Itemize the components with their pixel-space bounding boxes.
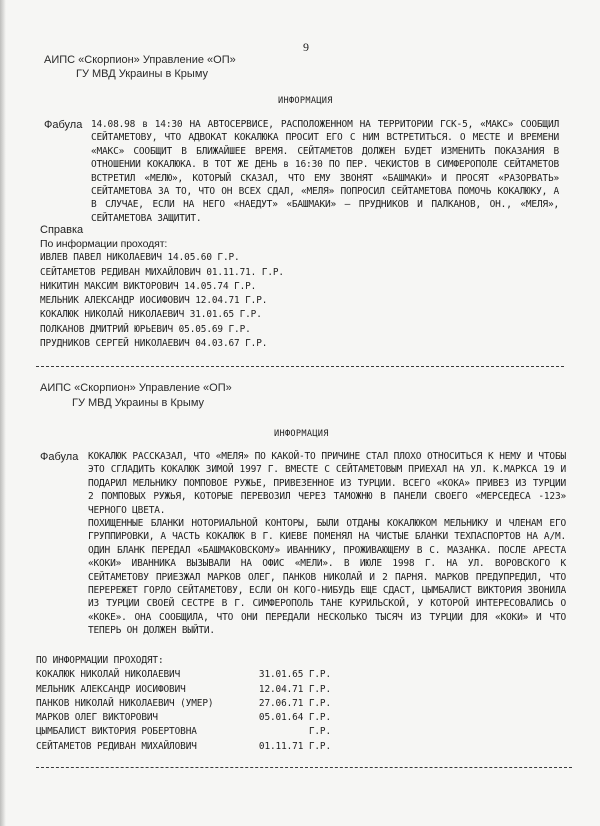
separator-line (36, 767, 572, 768)
person-birthdate: 01.11.71 Г.Р. (258, 740, 331, 752)
table-row (36, 740, 331, 754)
org-header-line2: ГУ МВД Украины в Крыму (72, 397, 205, 409)
fabula-text (88, 450, 566, 638)
table-row (36, 668, 331, 682)
section-title: ИНФОРМАЦИЯ (278, 96, 333, 106)
table-row (36, 697, 331, 711)
person-birthdate: 27.06.71 Г.Р. (258, 697, 331, 709)
list-item: МЕЛЬНИК АЛЕКСАНДР ИОСИФОВИЧ 12.04.71 Г.Р. (40, 295, 268, 307)
table-row (36, 711, 331, 725)
person-name: КОКАЛЮК НИКОЛАЙ НИКОЛАЕВИЧ (36, 669, 181, 681)
list-item: ПОЛКАНОВ ДМИТРИЙ ЮРЬЕВИЧ 05.05.69 Г.Р. (40, 323, 251, 335)
org-header-line2: ГУ МВД Украины в Крыму (76, 68, 209, 80)
person-birthdate: 12.04.71 Г.Р. (258, 683, 331, 695)
fabula-paragraph: ПОХИЩЕННЫЕ БЛАНКИ НОТОРИАЛЬНОЙ КОНТОРЫ, БЫЛИ ОТДАНЫ КОКАЛЮКОМ МЕЛЬНИКУ И ЧЛЕНАМ ЕГО ГРУППИРОВКИ, А ЧАСТЬ КОКАЛЮК В Г. КИЕВЕ ПОМЕНЯЛ НА ЧИСТЫЕ БЛАНКИ ТЕХПАСПОРТОВ НА А/М. ОДИН БЛАНК ПЕРЕДАЛ «БАШМАКОВСКОМУ» ИВАННИКУ, ПРОЖИВАЮЩЕМУ В С. МАЗАНКА. ПОСЛЕ АРЕСТА «КОКИ» ИВАННИКА ВЫЗЫВАЛИ НА ОФИС «МЕЛИ». В ИЮЛЕ 1998 Г. НА УЛ. ВОРОВСКОГО К СЕЙТАМЕТОВУ ПРИЕЗЖАЛ МАРКОВ ОЛЕГ, ПАНКОВ НИКОЛАЙ И 2 ПАРНЯ. МАРКОВ ПРЕДУПРЕДИЛ, ЧТО ПЕРЕРЕЖЕТ ГОРЛО СЕЙТАМЕТОВУ, ЕСЛИ ОН КОГО-НИБУДЬ ЕЩЕ СДАСТ, ЦЫМБАЛИСТ ВИКТОРИЯ ЗВОНИЛА ИЗ ТУРЦИИ СВОЕЙ СЕСТРЕ В Г. СИМФЕРОПОЛЬ ТАНЕ КУРИЛЬСКОЙ, У КОТОРОЙ ИНТЕРЕСОВАЛИСЬ О «КОКЕ». ОНА СООБЩИЛА, ЧТО ОНИ ПЕРЕДАЛИ НЕСКОЛЬКО ТЫСЯЧ ИЗ ТУРЦИИ ДЛЯ «КОКИ» И ЧТО ТЕПЕРЬ ОН ДОЛЖЕН ВЫЙТИ. (88, 518, 566, 637)
scan-edge-shadow (0, 0, 6, 826)
list-item: ПРУДНИКОВ СЕРГЕЙ НИКОЛАЕВИЧ 04.03.67 Г.Р. (40, 338, 268, 350)
table-row (36, 725, 331, 739)
persons-table-body (36, 668, 331, 754)
fabula-text (91, 118, 559, 225)
list-item: СЕЙТАМЕТОВ РЕДИВАН МИХАЙЛОВИЧ 01.11.71. Г.Р. (40, 266, 284, 278)
fabula-paragraph: 14.08.98 в 14:30 НА АВТОСЕРВИСЕ, РАСПОЛОЖЕННОМ НА ТЕРРИТОРИИ ГСК-5, «МАКС» СООБЩИЛ СЕЙТАМЕТОВУ, ЧТО АДВОКАТ КОКАЛЮКА ПРОСИТ ЕГО С НИМ ВСТРЕТИТЬСЯ. О МЕСТЕ И ВРЕМЕНИ «МАКС» СООБЩИТ В БЛИЖАЙШЕЕ ВРЕМЯ. СЕЙТАМЕТОВ ДОЛЖЕН БУДЕТ ИЗМЕНИТЬ ПОКАЗАНИЯ В ОТНОШЕНИИ КОКАЛЮКА. В ТОТ ЖЕ ДЕНЬ в 16:30 ПО ПЕР. ЧЕКИСТОВ В СИМФЕРОПОЛЕ СЕЙТАМЕТОВ ВСТРЕТИЛ «МЕЛЮ», КОТОРЫЙ СКАЗАЛ, ЧТО ЕМУ ЗВОНЯТ «БАШМАКИ» И ПРОСЯТ «РАЗОРВАТЬ» СЕЙТАМЕТОВА ЗА ТО, ЧТО ОН ВСЕХ СДАЛ, «МЕЛЯ» ПОПРОСИЛ СЕЙТАМЕТОВА ПОМОЧЬ КОКАЛЮКУ, А В СЛУЧАЕ, ЕСЛИ НА НЕГО «НАЕДУТ» «БАШМАКИ» – ПРУДНИКОВ И ПАЛКАНОВ, ОН., «МЕЛЯ», СЕЙТАМЕТОВА ЗАЩИТИТ. (91, 119, 559, 224)
table-row (36, 683, 331, 697)
org-header-line1: АИПС «Скорпион» Управление «ОП» (40, 382, 232, 394)
persons-list (40, 237, 284, 351)
persons-table (36, 654, 331, 754)
separator-line (36, 366, 564, 367)
persons-header: По информации проходят: (40, 238, 168, 250)
fabula-paragraph: КОКАЛЮК РАССКАЗАЛ, ЧТО «МЕЛЯ» ПО КАКОЙ-ТО ПРИЧИНЕ СТАЛ ПЛОХО ОТНОСИТЬСЯ К НЕМУ И ЧТОБЫ ЭТО СГЛАДИТЬ КОКАЛЮК ЗИМОЙ 1997 Г. ВМЕСТЕ С СЕЙТАМЕТОВЫМ ПРИЕХАЛ НА УЛ. К.МАРКСА 19 И ПОДАРИЛ МЕЛЬНИКУ ПОМПОВОЕ РУЖЬЕ, ПРИВЕЗЕННОЕ ИЗ ТУРЦИИ. ВСЕГО «КОКА» ПРИВЕЗ ИЗ ТУРЦИИ 2 ПОМПОВЫХ РУЖЬЯ, КОТОРЫЕ ПЕРЕВОЗИЛ ЧЕРЕЗ ТАМОЖНЮ В ПАНЕЛИ СВОЕГО «МЕРСЕДЕСА -123» ЧЕРНОГО ЦВЕТА. (88, 451, 566, 516)
person-name: МАРКОВ ОЛЕГ ВИКТОРОВИЧ (36, 712, 158, 724)
person-name: МЕЛЬНИК АЛЕКСАНДР ИОСИФОВИЧ (36, 683, 186, 695)
page-number: 9 (303, 40, 309, 54)
org-header-line1: АИПС «Скорпион» Управление «ОП» (44, 54, 236, 66)
person-name: ПАНКОВ НИКОЛАЙ НИКОЛАЕВИЧ (УМЕР) (36, 697, 214, 709)
fabula-label: Фабула (40, 451, 79, 463)
person-name: ЦЫМБАЛИСТ ВИКТОРИЯ РОБЕРТОВНА (36, 726, 197, 738)
list-item: КОКАЛЮК НИКОЛАЙ НИКОЛАЕВИЧ 31.01.65 Г.Р. (40, 309, 262, 321)
fabula-label: Фабула (44, 119, 83, 131)
person-birthdate: 05.01.64 Г.Р. (258, 712, 331, 724)
person-name: СЕЙТАМЕТОВ РЕДИВАН МИХАЙЛОВИЧ (36, 740, 197, 752)
list-item: ИВЛЕВ ПАВЕЛ НИКОЛАЕВИЧ 14.05.60 Г.Р. (40, 252, 240, 264)
person-birthdate: Г.Р. (308, 726, 331, 738)
spravka-label: Справка (40, 224, 84, 236)
persons-header: ПО ИНФОРМАЦИИ ПРОХОДЯТ: (36, 655, 164, 666)
section-title: ИНФОРМАЦИЯ (274, 429, 329, 439)
person-birthdate: 31.01.65 Г.Р. (258, 669, 331, 681)
list-item: НИКИТИН МАКСИМ ВИКТОРОВИЧ 14.05.74 Г.Р. (40, 280, 257, 292)
